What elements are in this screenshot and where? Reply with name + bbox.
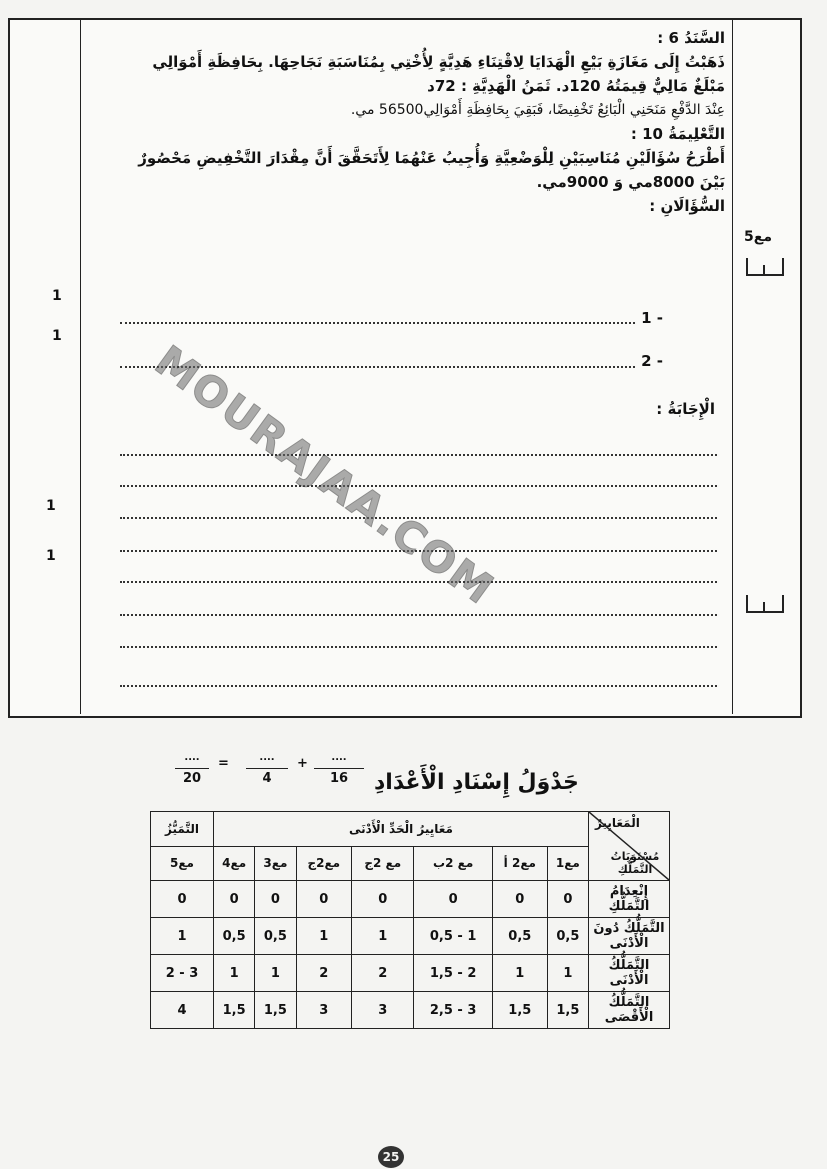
score-value: 1: [46, 548, 56, 564]
table-cell: 3 - 2: [151, 955, 214, 992]
formula-fraction-min: [246, 752, 288, 786]
level-label: التَّمَلُّكُ دُونَ الْأَدْنَى: [589, 918, 670, 955]
grading-table-title: جَدْوَلُ إِسْنَادِ الْأَعْدَادِ: [374, 770, 579, 795]
page-number: 25: [378, 1146, 404, 1168]
table-cell: 0: [547, 881, 588, 918]
table-cell: 0,5: [214, 918, 255, 955]
score-value: 1: [52, 328, 62, 344]
corner-top-label: الْمَعَايِيرُ: [595, 816, 640, 830]
column-header: مع3: [255, 846, 296, 881]
corner-bottom-label: مُسْتَوَيَاتُ التَّمَلُّكِ: [610, 850, 660, 876]
table-cell: 0: [296, 881, 352, 918]
answer-line-7[interactable]: [120, 646, 717, 648]
numerator-dots: ....: [331, 752, 347, 763]
corner-cell: [589, 812, 670, 881]
question-2-number: - 2: [641, 352, 663, 370]
column-header: مع2 أ: [492, 846, 547, 881]
answer-line-1[interactable]: [120, 454, 717, 456]
answer-line-5[interactable]: [120, 581, 717, 583]
instruction-line-1: أَطْرَحُ سُؤَالَيْنِ مُنَاسِبَيْنِ لِلْوَضْعِيَّةِ وَأُجِيبُ عَنْهُمَا لِأَتَحَقَّقَ أَنَّ مِقْدَارَ التَّخْفِيضِ مَحْصُورٌ: [138, 149, 725, 167]
table-cell: 0: [151, 881, 214, 918]
answer-label: الْإِجَابَةُ :: [656, 400, 715, 418]
answer-line-2[interactable]: [120, 485, 717, 487]
table-cell: 1: [492, 955, 547, 992]
table-cell: 1: [296, 918, 352, 955]
instruction-label: التَّعْلِيمَةُ 10 :: [630, 125, 725, 143]
table-cell: 2 - 1,5: [414, 955, 492, 992]
document-label: السَّنَدُ 6 :: [657, 29, 725, 47]
table-cell: 1: [547, 955, 588, 992]
table-cell: 3: [352, 992, 414, 1029]
table-cell: 1,5: [255, 992, 296, 1029]
question-1-number: - 1: [641, 309, 663, 327]
excellence-score-box[interactable]: [746, 595, 784, 613]
table-cell: 1: [255, 955, 296, 992]
denominator: 4: [262, 771, 272, 786]
score-value: 1: [46, 498, 56, 514]
column-header: مع1: [547, 846, 588, 881]
answer-line-6[interactable]: [120, 614, 717, 616]
table-cell: 0,5: [492, 918, 547, 955]
level-label: التَّمَلُّكُ الْأَدْنَى: [589, 955, 670, 992]
watermark: MOURAJAA.COM: [146, 336, 504, 615]
numerator-dots: ....: [184, 752, 200, 763]
formula-fraction-total: [175, 752, 209, 786]
table-cell: 1,5: [214, 992, 255, 1029]
column-header: مع 2ب: [414, 846, 492, 881]
diagonal-line: [589, 812, 669, 880]
table-cell: 3: [296, 992, 352, 1029]
table-cell: 1: [214, 955, 255, 992]
criterion-score-box[interactable]: [746, 258, 784, 276]
table-row: [151, 992, 670, 1029]
table-cell: 0: [414, 881, 492, 918]
questions-label: السُّؤَالَانِ :: [649, 197, 725, 215]
table-cell: 0: [214, 881, 255, 918]
exercise-content: [90, 26, 725, 218]
table-row: [151, 955, 670, 992]
denominator: 20: [182, 771, 202, 786]
table-cell: 1,5: [492, 992, 547, 1029]
table-cell: 3 - 2,5: [414, 992, 492, 1029]
level-label: التَّمَلُّكُ الْأَقْصَى: [589, 992, 670, 1029]
document-text-line-3: عِنْدَ الدَّفْعِ مَنَحَنِي الْبَائِعُ تَخْفِيضًا، فَبَقِيَ بِحَافِظَةِ أَمْوَالِي56500 مي.: [350, 102, 725, 118]
column-header: مع4: [214, 846, 255, 881]
table-cell: 1: [352, 918, 414, 955]
instruction-line-2: بَيْنَ 8000مي وَ 9000مي.: [536, 173, 725, 191]
table-cell: 0,5: [255, 918, 296, 955]
plus-sign: +: [297, 756, 308, 771]
level-label: إِنْعِدَامُ التَّمَلُّكِ: [589, 881, 670, 918]
column-header: مع5: [151, 846, 214, 881]
numerator-dots: ....: [259, 752, 275, 763]
question-1-answer-line[interactable]: [120, 322, 635, 324]
table-cell: 4: [151, 992, 214, 1029]
answer-line-8[interactable]: [120, 685, 717, 687]
document-text-line-1: ذَهَبْتُ إِلَى مَغَازَةِ بَيْعِ الْهَدَايَا لِاقْتِنَاءِ هَدِيَّةٍ لِأُخْتِي بِمُنَاسَبَةِ نَجَاحِهَا. بِحَافِظَةِ أَمْوَالِي: [152, 53, 725, 71]
table-cell: 2: [296, 955, 352, 992]
table-cell: 0: [492, 881, 547, 918]
table-row: [151, 918, 670, 955]
column-header: مع 2ج: [352, 846, 414, 881]
table-cell: 2: [352, 955, 414, 992]
table-cell: 1 - 0,5: [414, 918, 492, 955]
min-criteria-header: مَعَايِيرُ الْحَدِّ الْأَدْنَى: [214, 812, 589, 847]
score-column-divider: [80, 18, 81, 714]
document-text-line-2: مَبْلَغٌ مَالِيٌّ قِيمَتُهُ 120د. ثَمَنُ الْهَدِيَّةِ : 72د: [427, 77, 725, 95]
table-cell: 1,5: [547, 992, 588, 1029]
score-value: 1: [52, 288, 62, 304]
grading-table: [150, 811, 670, 1029]
criterion-label: مع5: [744, 229, 772, 245]
table-cell: 1: [151, 918, 214, 955]
criteria-column-divider: [732, 18, 733, 714]
equals-sign: =: [218, 756, 229, 771]
table-cell: 0,5: [547, 918, 588, 955]
column-header: مع2ج: [296, 846, 352, 881]
formula-fraction-max: [314, 752, 364, 786]
table-cell: 0: [255, 881, 296, 918]
table-row: [151, 881, 670, 918]
denominator: 16: [329, 771, 349, 786]
table-cell: 0: [352, 881, 414, 918]
excellence-header: التَّمَيُّزُ: [151, 812, 214, 847]
